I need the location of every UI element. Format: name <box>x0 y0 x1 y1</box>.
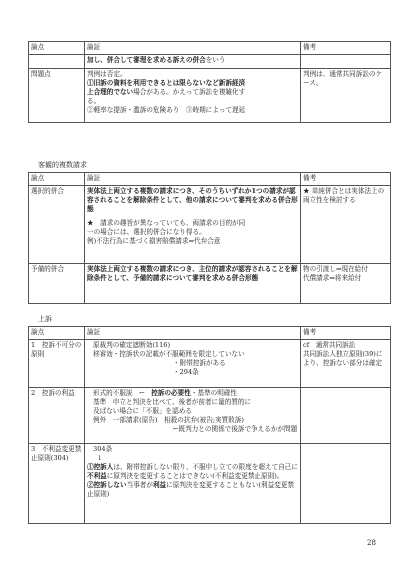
text-line: 例)不法行為に基づく損害賠償請求⇒代弁合意 <box>87 237 221 245</box>
bold-text: 実体法上両立する複数の請求につき、主位的請求が認容されることを解除条件として、予備的請求について審判を求める併合形態 <box>87 265 298 282</box>
cell-note <box>301 340 391 388</box>
text: 当事者が <box>126 481 153 489</box>
text: 形式的不服説 ← <box>93 389 152 397</box>
cell-note <box>301 264 391 304</box>
text: は、附帯控訴しない限り、不服申し立ての限度を超えて自己に <box>113 463 298 471</box>
section-title: 上訴 <box>38 315 52 323</box>
text-line: 例外 一部請求(原告) 相殺の抗弁(被告;実質敗訴) <box>93 416 244 424</box>
text-line: 判例は否定。 <box>87 70 127 78</box>
bold-text: ②控訴しない <box>87 481 127 489</box>
table-row <box>29 388 391 444</box>
page-number: 28 <box>367 539 376 547</box>
table-row <box>29 55 391 69</box>
text-line: 基準 申立と判決を比べて、後者が前者に量的質的に <box>93 398 252 406</box>
text-line: 移審効・控訴状の記載が不服範囲を限定していない <box>93 350 245 358</box>
text-line: ★ 請求の趣旨が異なっていても、両請求の目的が同 <box>87 219 246 227</box>
cell-point: 問題点 <box>29 69 85 123</box>
text-line: 原裁判の確定遮断効(116) <box>93 341 171 349</box>
bold-text: ①控訴人 <box>87 463 114 471</box>
bold-line: ①旧訴の資料を利用できるとは限らないなど新訴経済 <box>87 79 246 87</box>
bold-text: 上合理的でない <box>87 88 134 96</box>
cell-point: 1 控訴不可分の原則 <box>29 340 85 388</box>
cell-argument <box>85 55 301 69</box>
header-point: 論点 <box>29 42 85 55</box>
text: ・基準の明確性 <box>190 389 237 397</box>
text-line: る。 <box>87 97 101 105</box>
bold-text: 利益 <box>152 481 167 489</box>
cell-argument <box>85 264 301 304</box>
cell-point: 予備的併合 <box>29 264 85 304</box>
text-line: 物の引渡し⇒現在給付 <box>303 265 368 273</box>
cell-note: ★ 単純併合とは実体法上の両立性を検討する <box>301 186 391 264</box>
table-top <box>28 41 391 123</box>
bold-text: 実体法上両立する複数の請求につき、そのうちいずれか1つの請求が認容されることを解除条件として、他の請求について審判を求める併合形態 <box>87 187 298 213</box>
text-line: 一の場合には、選択的併合になり得る。 <box>87 228 206 236</box>
cell-point <box>29 55 85 69</box>
header-argument: 論証 <box>85 173 301 186</box>
table-objective-claims <box>28 172 391 304</box>
cell-note: 判例は、通常共同訴訟のケース。 <box>301 69 391 123</box>
cell-argument <box>85 69 301 123</box>
text-line: 304条 <box>93 445 113 453</box>
table-header-row <box>29 42 391 55</box>
cell-argument <box>85 340 301 388</box>
section-title: 客観的複数請求 <box>38 161 87 169</box>
table-header-row <box>29 173 391 186</box>
text: 場合がある。かえって訴訟を複雑化す <box>133 88 246 96</box>
text-line: 共同訴訟人独立原則(39)により、控訴ない部分は確定 <box>303 350 383 367</box>
table-appeal <box>28 326 391 524</box>
bold-text: 控訴の必要性 <box>151 389 191 397</box>
bold-text: 不利益 <box>87 472 107 480</box>
header-note: 備考 <box>301 327 391 340</box>
cell-argument <box>85 388 301 444</box>
text: に原判決を変更することはできない(不利益変更禁止原則)。 <box>106 472 284 480</box>
text-line: ・294条 <box>173 368 199 376</box>
cell-note <box>301 55 391 69</box>
cell-note <box>301 444 391 524</box>
text-line <box>93 389 298 398</box>
text-line: 及ばない場合に「不服」を認める <box>93 407 192 415</box>
text-line: ←既判力との関係で後訴で争えるかが問題 <box>173 425 298 433</box>
header-point: 論点 <box>29 327 85 340</box>
text: に原判決を変更することもない(利益変更禁止原則) <box>87 481 294 498</box>
text-line <box>87 481 298 499</box>
header-argument: 論証 <box>85 327 301 340</box>
cell-point: 2 控訴の利益 <box>29 388 85 444</box>
text-line: ・附帯控訴がある <box>173 359 226 367</box>
table-header-row <box>29 327 391 340</box>
arrow-down-icon: ↓ <box>97 454 103 462</box>
text-line <box>87 463 298 481</box>
cell-argument <box>85 444 301 524</box>
table-row <box>29 264 391 304</box>
cell-note <box>301 388 391 444</box>
bold-text: 加し、併合して審理を求める訴えの併合 <box>87 56 206 64</box>
table-row <box>29 69 391 123</box>
text-line <box>87 88 298 97</box>
cell-point: 選択的併合 <box>29 186 85 264</box>
header-note: 備考 <box>301 173 391 186</box>
cell-argument <box>85 186 301 264</box>
text-line: ②軽率な提訴・濫訴の危険あり ③時期によって遅延 <box>87 106 246 114</box>
cell-point: 3 不利益変更禁止原則(304) <box>29 444 85 524</box>
table-row <box>29 340 391 388</box>
text: をいう <box>205 56 226 64</box>
text-line: cf 通常共同訴訟 <box>303 341 356 349</box>
table-row <box>29 186 391 264</box>
header-point: 論点 <box>29 173 85 186</box>
table-row <box>29 444 391 524</box>
header-argument: 論証 <box>85 42 301 55</box>
text-line: 代償請求⇒将来給付 <box>303 274 362 282</box>
header-note: 備考 <box>301 42 391 55</box>
